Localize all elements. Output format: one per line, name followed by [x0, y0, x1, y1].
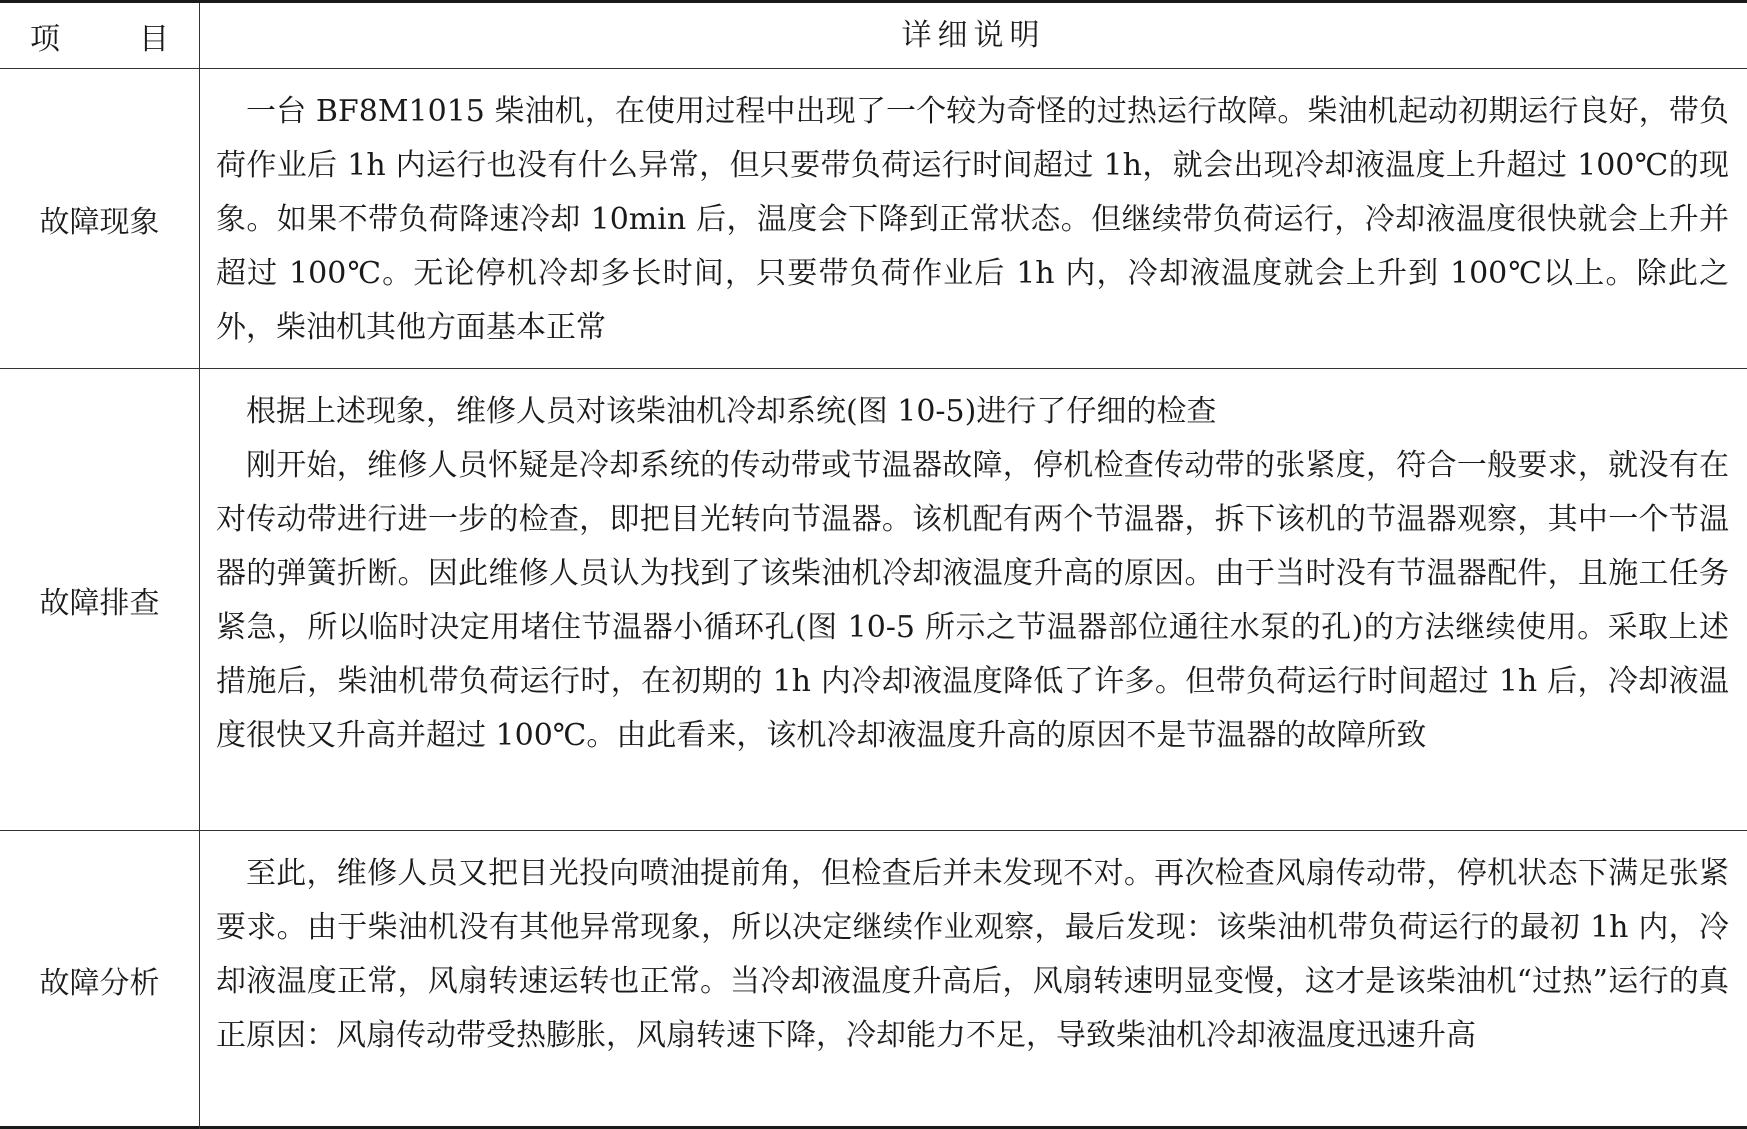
table-header-row: [0, 3, 1747, 69]
detail-paragraph: 至此，维修人员又把目光投向喷油提前角，但检查后并未发现不对。再次检查风扇传动带，停机状态下满足张紧要求。由于柴油机没有其他异常现象，所以决定继续作业观察，最后发现：该柴油机带负荷运行的最初 1h 内，冷却液温度正常，风扇转速运转也正常。当冷却液温度升高后，风扇转速明显变慢，这才是该柴油机“过热”运行的真正原因：风扇传动带受热膨胀，风扇转速下降，冷却能力不足，导致柴油机冷却液温度迅速升高: [216, 856, 1729, 1053]
header-detail-cell: [0, 3, 1747, 68]
detail-paragraph: 刚开始，维修人员怀疑是冷却系统的传动带或节温器故障，停机检查传动带的张紧度，符合一般要求，就没有在对传动带进行进一步的检查，即把目光转向节温器。该机配有两个节温器，拆下该机的节温器观察，其中一个节温器的弹簧折断。因此维修人员认为找到了该柴油机冷却液温度升高的原因。由于当时没有节温器配件，且施工任务紧急，所以临时决定用堵住节温器小循环孔(图 10-5 所示之节温器部位通往水泵的孔)的方法继续使用。采取上述措施后，柴油机带负荷运行时，在初期的 1h 内冷却液温度降低了许多。但带负荷运行时间超过 1h 后，冷却液温度很快又升高并超过 100℃。由此看来，该机冷却液温度升高的原因不是节温器的故障所致: [216, 448, 1729, 753]
row-detail-cell: [0, 69, 1747, 368]
detail-paragraph: 一台 BF8M1015 柴油机，在使用过程中出现了一个较为奇怪的过热运行故障。柴油机起动初期运行良好，带负荷作业后 1h 内运行也没有什么异常，但只要带负荷运行时间超过 1h，就会出现冷却液温度上升超过 100℃的现象。如果不带负荷降速冷却 10min 后，温度会下降到正常状态。但继续带负荷运行，冷却液温度很快就会上升并超过 100℃。无论停机冷却多长时间，只要带负荷作业后 1h 内，冷却液温度就会上升到 100℃以上。除此之外，柴油机其他方面基本正常: [216, 94, 1729, 345]
row-detail-cell: [0, 369, 1747, 830]
row-detail-cell: [0, 831, 1747, 1129]
row-item-cell: 故障排查: [0, 369, 200, 830]
header-item-label-left: 项: [30, 21, 60, 57]
table-row: [0, 831, 1747, 1129]
row-item-cell: 故障分析: [0, 831, 200, 1129]
table-row: [0, 369, 1747, 831]
header-item-label-right: 目: [139, 21, 169, 57]
detail-paragraph: 根据上述现象，维修人员对该柴油机冷却系统(图 10-5)进行了仔细的检查: [246, 394, 1217, 429]
row-item-cell: 故障现象: [0, 69, 200, 368]
table-row: [0, 69, 1747, 369]
header-detail-label: 详细说明: [901, 17, 1046, 53]
